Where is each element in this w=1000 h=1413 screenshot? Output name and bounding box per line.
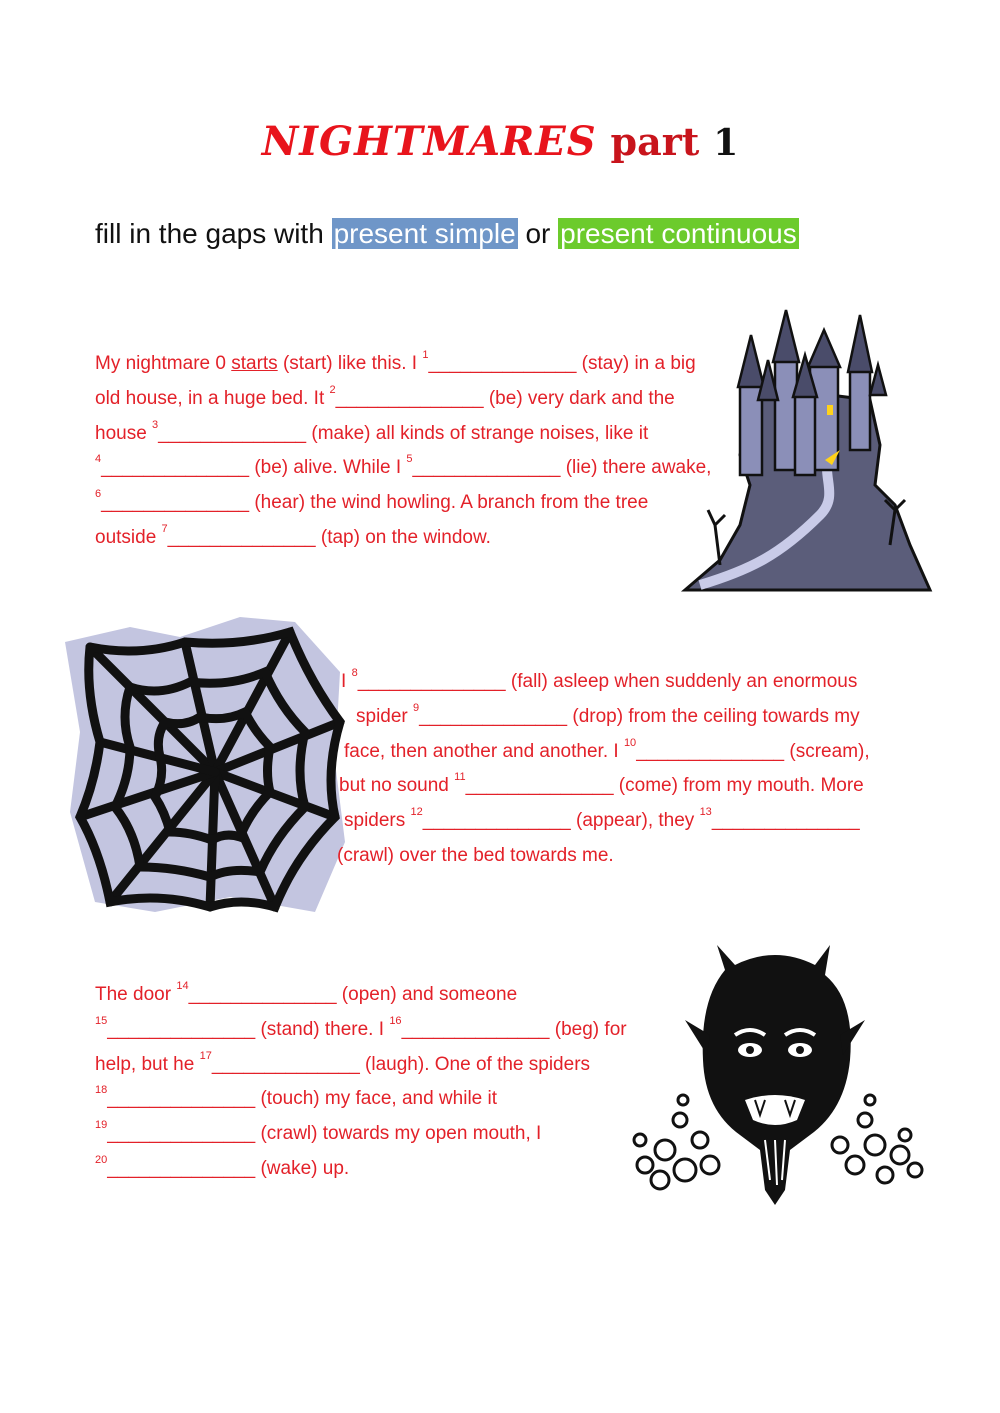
p2-line-6: (crawl) over the bed towards me. <box>337 845 614 866</box>
p2-line-4: but no sound $^{11}$______________ (come) from my mouth. More <box>339 771 864 796</box>
gap-18[interactable]: ______________ <box>107 1088 256 1109</box>
devil-face-icon <box>625 940 930 1210</box>
present-continuous-highlight: present continuous <box>560 218 797 249</box>
title-part: part <box>610 119 700 164</box>
spider-web-icon <box>60 612 350 922</box>
present-simple-highlight: present simple <box>333 218 516 249</box>
gap-10[interactable]: ______________ <box>636 741 785 762</box>
p3-line-5: $^{19}$______________ (crawl) towards my open mouth, I <box>95 1119 542 1144</box>
p1-line-1: My nightmare 0 starts (start) like this. I $^1$______________ (stay) in a big <box>95 349 696 374</box>
gap-6[interactable]: ______________ <box>101 492 250 513</box>
gap-2[interactable]: ______________ <box>335 388 484 409</box>
p3-line-1: The door $^{14}$______________ (open) and someone <box>95 980 518 1005</box>
title-main: NIGHTMARES <box>261 118 597 165</box>
p1-line-2: old house, in a huge bed. It $^2$______________ (be) very dark and the <box>95 384 675 409</box>
title-number: 1 <box>713 122 739 164</box>
p3-line-6: $^{20}$______________ (wake) up. <box>95 1154 350 1179</box>
gap-16[interactable]: ______________ <box>401 1019 550 1040</box>
p3-line-4: $^{18}$______________ (touch) my face, and while it <box>95 1084 498 1109</box>
gap-19[interactable]: ______________ <box>107 1123 256 1144</box>
gap-20[interactable]: ______________ <box>107 1158 256 1179</box>
page-title <box>0 118 1000 165</box>
instruction-text: fill in the gaps with <box>95 218 332 249</box>
p1-line-3: house $^3$______________ (make) all kinds of strange noises, like it <box>95 419 649 444</box>
gap-8[interactable]: ______________ <box>357 671 506 692</box>
gap-4[interactable]: ______________ <box>101 457 250 478</box>
gap-15[interactable]: ______________ <box>107 1019 256 1040</box>
p1-line-6: outside $^7$______________ (tap) on the window. <box>95 523 491 548</box>
p2-line-2: spider $^9$______________ (drop) from the ceiling towards my <box>356 702 860 727</box>
example-answer: starts <box>231 353 278 374</box>
gap-3[interactable]: ______________ <box>158 423 307 444</box>
p2-line-3: face, then another and another. I $^{10}$______________ (scream), <box>344 737 870 762</box>
gap-14[interactable]: ______________ <box>188 984 337 1005</box>
gap-9[interactable]: ______________ <box>419 706 568 727</box>
gap-7[interactable]: ______________ <box>167 527 316 548</box>
p1-line-4: $^4$______________ (be) alive. While I $^5$______________ (lie) there awake, <box>95 453 712 478</box>
instruction-or: or <box>517 218 559 249</box>
gap-13[interactable]: ______________ <box>711 810 860 831</box>
p3-line-2: $^{15}$______________ (stand) there. I $^{16}$______________ (beg) for <box>95 1015 627 1040</box>
p2-line-1: I $^8$______________ (fall) asleep when suddenly an enormous <box>341 667 858 692</box>
p3-line-3: help, but he $^{17}$______________ (laugh). One of the spiders <box>95 1050 591 1075</box>
gap-5[interactable]: ______________ <box>412 457 561 478</box>
castle-icon <box>680 305 935 595</box>
p1-line-5: $^6$______________ (hear) the wind howling. A branch from the tree <box>95 488 649 513</box>
instruction <box>95 218 799 250</box>
gap-17[interactable]: ______________ <box>211 1054 360 1075</box>
gap-12[interactable]: ______________ <box>422 810 571 831</box>
gap-11[interactable]: ______________ <box>465 775 614 796</box>
p2-line-5: spiders $^{12}$______________ (appear), they $^{13}$______________ <box>344 806 860 831</box>
gap-1[interactable]: ______________ <box>428 353 577 374</box>
